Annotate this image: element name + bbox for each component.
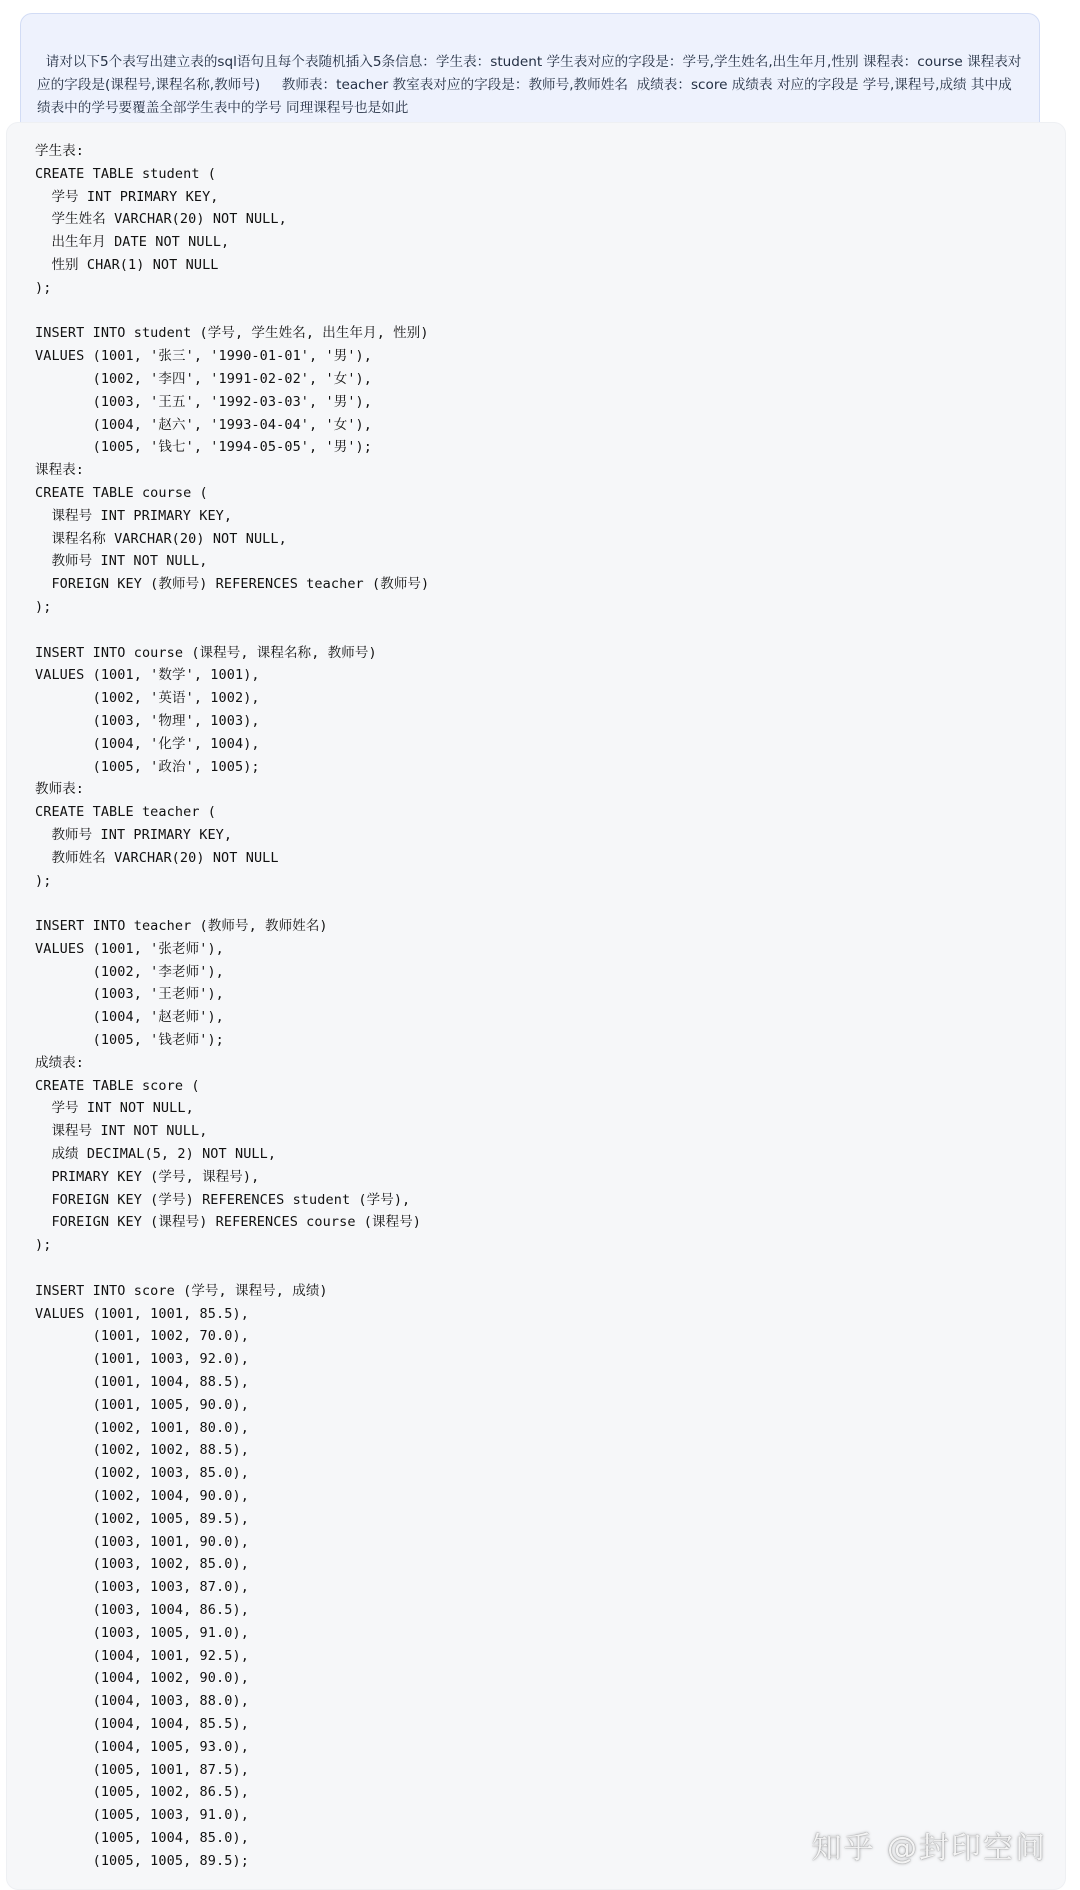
zhihu-watermark: 知乎 @封印空间: [811, 1831, 1047, 1866]
sql-code: 学生表: CREATE TABLE student ( 学号 INT PRIMARY KEY, 学生姓名 VARCHAR(20) NOT NULL, 出生年月 DATE NOT NULL, 性别 CHAR(1) NOT NULL ); INSERT INTO student (学号, 学生姓名, 出生年月, 性别) VALUES (1001, '张三', '1990-01-01', '男'), (1002, '李四', '1991-02-02', '女'), (1003, '王五', '1992-03-03', '男'), (1004, '赵六', '1993-04-04', '女'), (1005, '钱七', '1994-05-05', '男'); 课程表: CREATE TABLE course ( 课程号 INT PRIMARY KEY, 课程名称 VARCHAR(20) NOT NULL, 教师号 INT NOT NULL, FOREIGN KEY (教师号) REFERENCES teacher (教师号) ); INSERT INTO course (课程号, 课程名称, 教师号) VALUES (1001, '数学', 1001), (1002, '英语', 1002), (1003, '物理', 1003), (1004, '化学', 1004), (1005, '政治', 1005); 教师表: CREATE TABLE teacher ( 教师号 INT PRIMARY KEY, 教师姓名 VARCHAR(20) NOT NULL ); INSERT INTO teacher (教师号, 教师姓名) VALUES (1001, '张老师'), (1002, '李老师'), (1003, '王老师'), (1004, '赵老师'), (1005, '钱老师'); 成绩表: CREATE TABLE score ( 学号 INT NOT NULL, 课程号 INT NOT NULL, 成绩 DECIMAL(5, 2) NOT NULL, PRIMARY KEY (学号, 课程号), FOREIGN KEY (学号) REFERENCES student (学号), FOREIGN KEY (课程号) REFERENCES course (课程号) ); INSERT INTO score (学号, 课程号, 成绩) VALUES (1001, 1001, 85.5), (1001, 1002, 70.0), (1001, 1003, 92.0), (1001, 1004, 88.5), (1001, 1005, 90.0), (1002, 1001, 80.0), (1002, 1002, 88.5), (1002, 1003, 85.0), (1002, 1004, 90.0), (1002, 1005, 89.5), (1003, 1001, 90.0), (1003, 1002, 85.0), (1003, 1003, 87.0), (1003, 1004, 86.5), (1003, 1005, 91.0), (1004, 1001, 92.5), (1004, 1002, 90.0), (1004, 1003, 88.0), (1004, 1004, 85.5), (1004, 1005, 93.0), (1005, 1001, 87.5), (1005, 1002, 86.5), (1005, 1003, 91.0), (1005, 1004, 85.0), (1005, 1005, 89.5);: [35, 143, 430, 1869]
user-prompt-text: 请对以下5个表写出建立表的sql语句且每个表随机插入5条信息：学生表：student 学生表对应的字段是：学号,学生姓名,出生年月,性别 课程表：course 课程表对应的字段是(课程号,课程名称,教师号) 教师表：teacher 教室表对应的字段是：教师号,教师姓名 成绩表：score 成绩表 对应的字段是 学号,课程号,成绩 其中成绩表中的学号要覆盖全部学生表中的学号 同理课程号也是如此: [37, 54, 1022, 116]
user-prompt-bubble: [20, 13, 1040, 137]
answer-code-block: [6, 122, 1066, 1890]
